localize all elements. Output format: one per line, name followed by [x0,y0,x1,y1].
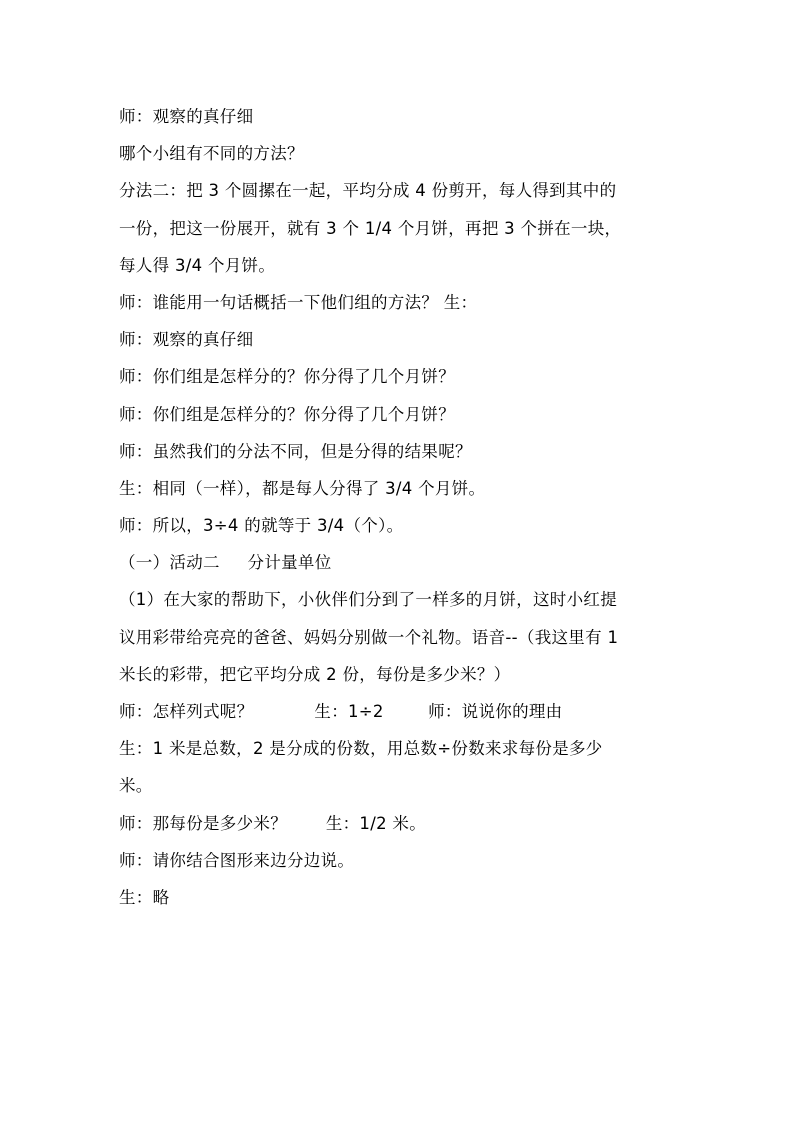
text-line: 分法二：把 3 个圆摞在一起，平均分成 4 份剪开，每人得到其中的 [119,181,617,201]
text-line: 米长的彩带，把它平均分成 2 份，每份是多少米？） [119,664,511,684]
text-line: 每人得 3/4 个月饼。 [119,255,276,275]
text-line: 师：谁能用一句话概括一下他们组的方法？ 生： [119,292,478,312]
text-line: 生：略 [119,887,170,907]
text-line: 师：那每份是多少米？ 生：1/2 米。 [119,813,427,833]
text-line: 师：你们组是怎样分的？你分得了几个月饼？ [119,404,455,424]
text-line: 米。 [119,776,153,796]
text-line: 师：观察的真仔细 [119,107,254,126]
text-line: （1）在大家的帮助下，小伙伴们分到了一样多的月饼，这时小红提 [119,590,617,610]
text-line: 生：相同（一样），都是每人分得了 3/4 个月饼。 [119,478,486,498]
text-line: 师：虽然我们的分法不同，但是分得的结果呢？ [119,441,472,461]
text-line: 议用彩带给亮亮的爸爸、妈妈分别做一个礼物。语音--（我这里有 1 [119,627,619,647]
text-line: 师：请你结合图形来边分边说。 [119,850,355,870]
text-line: 一份，把这一份展开，就有 3 个 1/4 个月饼，再把 3 个拼在一块， [119,218,622,238]
document-body [119,98,679,916]
text-line: 师：你们组是怎样分的？你分得了几个月饼？ [119,367,455,387]
text-line: 哪个小组有不同的方法？ [119,144,304,164]
section-heading: （一）活动二 分计量单位 [119,553,332,573]
text-line: 师：观察的真仔细 [119,330,254,350]
text-line: 师：怎样列式呢？ 生：1÷2 师：说说你的理由 [119,702,563,721]
text-line: 师：所以，3÷4 的就等于 3/4（个）。 [119,516,404,536]
text-line: 生：1 米是总数，2 是分成的份数，用总数÷份数来求每份是多少 [119,739,603,759]
